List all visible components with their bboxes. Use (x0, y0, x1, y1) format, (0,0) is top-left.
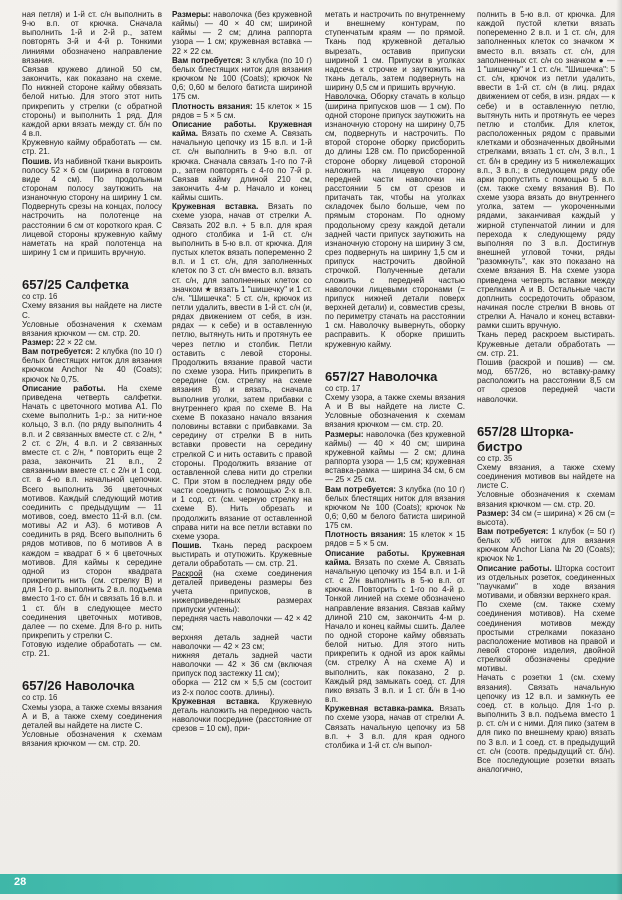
paragraph-lead: Вам потребуется: (172, 55, 243, 65)
paragraph-lead: Пошив. (172, 541, 202, 551)
paragraph: Условные обозначения к схемам вязания крючком — см. стр. 20. (22, 730, 162, 749)
list-item: нижняя деталь задней части наволочки — 42 × 36 см (включая припуск под застежку 11 см); (172, 650, 312, 679)
page-footer (0, 868, 622, 900)
paragraph-text: Шторка состоит из отдельных розеток, соединенных "паучками" в ходе вязания мотивами, и обвязки верхнего края. (477, 563, 615, 601)
paragraph (172, 120, 312, 202)
paragraph (477, 509, 615, 527)
paragraph: По схеме (см. также схему соединения мотивов). На схеме соединения мотивов между простыми стрелками показано расположение мотивов на правой и левой стороне изделия, двойной стрелкой обозначены средние мотивы. (477, 600, 615, 674)
page-number: 28 (14, 876, 27, 888)
section-title: 657/26 Наволочка (22, 678, 135, 694)
page-reference: со стр. 16 (22, 292, 58, 302)
paragraph-text: 15 клеток × 15 рядов = 5 × 5 см. (172, 101, 312, 120)
paragraph-text: 3 клубка (по 10 г) белых блестящих ниток для вязания крючком № 100 (Coats); крючок № 0,6; 0,60 м белого батиста шириной 175 см. (172, 55, 312, 102)
paragraph: метать и настрочить по внутреннему и внешнему контурам, по ступенчатым краям — по прямой. Ткань под кружевной деталью вырезать, оставив припуски шириной 1 см. Припуски в уголках надсечь к строчке и заутюжить на ткань деталь, затем подвернуть на ширину 0,5 см и пришить вручную. (325, 10, 465, 93)
paragraph-lead: Кружевная вставка. (172, 202, 259, 212)
paragraph-lead: Вам потребуется: (477, 526, 549, 536)
paragraph: Схему узора, а также схемы вязания А и В вы найдете на листе С. Условные обозначения к схемам вязания крючком — см. стр. 20. (325, 392, 465, 430)
paragraph-lead: Размер: (22, 338, 54, 347)
paragraph (172, 541, 312, 568)
paragraph-text: (на схеме соединения деталей приведены размеры без учета припусков, в нижеприведенных размерах припуски учтены): (172, 568, 312, 615)
paragraph (477, 564, 615, 601)
paragraph-lead: Кружевная вставка. (172, 696, 260, 706)
paragraph (172, 56, 312, 102)
paragraph (172, 102, 312, 120)
paragraph-text: Оборку стачать в кольцо (ширина припусков шов — 1 см). По одной стороне припуск заутюжить на изнаночную сторону на ширину 0,75 см, подвернуть и настрочить. По второй стороне оборку присборить до длины 128 см. По присборенной стороне оборку лицевой стороной наложить на лицевую сторону передней части наволочки на расстоянии 5 см от срезов и притачать так, чтобы на уголках складочек было больше, чем по прямым сторонам. По одному продольному срезу каждой детали задней части припуск заутюжить на изнаночную сторону на ширину 3 см, срез подвернуть на ширину 1,5 см и припуск настрочить двойной строчкой. Полученные детали сложить с передней частью наволочки лицевыми сторонами (= припуск нижней детали поверх верхней детали) и, совместив срезы, по периметру стачать на расстоянии 1 см. Наволочку вывернуть, оборку расправить. К оборке пришить кружевную кайму. (325, 92, 465, 349)
paragraph (172, 697, 312, 734)
paragraph: Схему вязания вы найдете на листе С. (22, 301, 162, 320)
paragraph-lead: Вам потребуется: (22, 347, 93, 357)
paragraph (172, 10, 312, 56)
paragraph (477, 527, 615, 564)
page-reference: со стр. 17 (325, 383, 361, 393)
paragraph-lead: Описание работы. Кружевная кайма. (325, 548, 465, 567)
paragraph: Начать с розетки 1 (см. схему вязания). Связать начальную цепочку из 12 в.п. и замкнуть ее соед. ст. в кольцо. Для 1-го р. выполнить 3 в.п. подъема вместо 1 р. ст. с/н и с ними. Для пико (затем в для пико по внешнему краю) вязать по 3 в.п. и 1 соед. ст. в предыдущий ст. с/н (соотв. предыдущий ст. б/н). Все последующие розетки вязать аналогично, (477, 673, 615, 775)
paragraph-lead: Пошив. (22, 156, 52, 166)
paragraph-lead: Кружевная вставка-рамка. (325, 704, 434, 714)
paragraph: Пошив (раскрой и пошив) — см. мод. 657/26, но вставку-рамку расположить на расстоянии 8,5 см от срезов передней части наволочки. (477, 357, 615, 404)
paragraph: Готовую изделие обработать — см. стр. 21. (22, 640, 162, 659)
paragraph-lead: Описание работы. (22, 383, 106, 393)
paragraph-text: 1 клубок (= 50 г) белых х/б ниток для вязания крючком Anchor Liana № 20 (Coats); крючок № 1. (477, 526, 615, 564)
paragraph-text: Вязать по схеме А. Связать начальную цепочку из 154 в.п. и 1-й ст. с 2/н выполнить в 5-ю в.п. от крючка. Повторить с 1-го по 4-й р. Тонкой линией на схеме обозначено направление вязания. Связав кайму длиной 210 см, закончить 4-м р. Начало и конец каймы сшить. Далее по одной стороне кайму обвязать белой нитью. Для этого нить прикрепить к одной из арок каймы (см. стрелку А на схеме А) и выполнить, как показано, 2 р. Каждый ряд замыкать соед. ст. Для пико вязать 3 в.п. и 1 ст. б/н в 1-ю в.п. (325, 557, 465, 705)
list-item: верхняя деталь задней части наволочки — 42 × 23 см; (172, 632, 312, 651)
paragraph-lead: Размер: (477, 508, 509, 518)
paragraph-text: Вязать по схеме узора, начав от стрелки А. Связать начальную цепочку из 58 в.п. + 3 в.п. для края одного столбика и 1-й ст. с/н выпол- (325, 704, 465, 750)
paragraph (325, 92, 465, 348)
paragraph: полнить в 5-ю в.п. от крючка. Для каждой пустой клетки вязать попеременно 2 в.п. и 1 ст. с/н, для заполненных клеток со значком ✕ вместо в.п. вязать ст. с/н, для заполненных ст. с/н со значком ● — 1 "шишечку" и 1 ст. с/н. "Шишечка": 5 ст. с/н, крючок из петли удалить, ввести в 1-й ст. с/н (в лиц. рядах движением от себя, в изн. рядах — к себе) и в оставленную петлю, вытянуть нить и протянуть ее через петлю и столбик. Для клеток, расположенных рядом с правыми клетками и обозначенных двойными стрелками, вязать 1 ст. с/н, 3 в.п., 1 ст. б/н в средину из 5 нижележащих в.п., 3 в.п.; в следующем ряду обе арки пропустить с помощью 5 в.п. (см. также схему вязания В). По схеме узора вязать до внутреннего уголка, затем — укороченными рядами, заканчивая каждый у жирной ступенчатой линии и для перехода к следующему ряду выполняя по 3 в.п. Достигнув внешней угловой точки, ряды "разомкнуть", как это показано на схеме вязания В. На схеме узора приведена четверть вставки между стрелками А и В. Остальные части доплнить сосредоточить образом, начиная после стрелки В вновь от стрелки А. Начало и конец вставки-рамки сшить вручную. (477, 10, 615, 331)
paragraph-text: наволочка (без кружевной каймы) — 40 × 40 см; шириной каймы — 2 см; длина раппорта узора — 1 см; кружевная вставка — 22 × 22 см. (172, 10, 312, 56)
paragraph-text: 3 клубка (по 10 г) белых блестящих ниток для вязания крючком № 100 (Coats); крючок № 0,6; 0,60 м белого батиста шириной 175 см. (325, 484, 465, 531)
text-column-3 (325, 10, 465, 870)
paragraph-text: Вязать по схеме А. Связать начальную цепочку из 15 в.п. и 1-й ст. с/н выполнить в 9-ю в.п. от крючка. Сначала связать 1-го по 7-й р., затем повторять с 4-го по 7-й р. Связав кайму длиной 210 см, закончить 4-м р. Начало и конец каймы сшить. (172, 129, 312, 203)
section-title: 657/25 Салфетка (22, 277, 129, 293)
paragraph (172, 569, 312, 615)
text-column-4 (477, 10, 615, 870)
paragraph-lead: Описание работы. Кружевная кайма. (172, 119, 312, 139)
paragraph (325, 485, 465, 531)
paragraph (325, 549, 465, 705)
paragraph (325, 704, 465, 750)
list-item: передняя часть наволочки — 42 × 42 см; (172, 614, 312, 633)
paragraph-lead: Вам потребуется: (325, 484, 396, 494)
paragraph-text: 15 клеток × 15 рядов = 5 × 5 см. (325, 530, 465, 549)
section-title: 657/28 Шторка-бистро (477, 423, 574, 454)
paragraph: Связав кружево длиной 50 см, закончить, как показано на схеме. По нижней стороне кайму обвязать белой нитью. Для этого этот нить прикрепить у стрелки (с обратной стороны) и выполнить 1 ряд. Для каждой арки вязать между ст. б/н по 4 в.п. (22, 64, 162, 139)
paragraph (172, 202, 312, 541)
paragraph-text: Вязать по схеме узора, начав от стрелки А. Связать 202 в.п. + 5 в.п. для края одного столбика и 1-й ст. с/н выполнить в 5-ю в.п. от крючка. Для пустых клеток вязать попеременно 2 в.п. и 1 ст. с/н, для заполненных клеток по 3 ст. с/н вместо в.п. вязать ст. с/н, для заполненных клеток со значком ★ вязать 1 "шишечку" и 1 ст. с/н. "Шишечка": 5 ст. с/н, крючок из петли удалить, ввести в 1-й ст. с/н (и, рядах движением от себя, в изн. рядах — к себе) и в оставленную петлю, вытянуть нить и протянуть ее через петлю и столбик. Петли оставить с левой стороны. Продолжить вязание правой части по схеме узора. Нить прикрепить в середине (см. стрелку на схеме вязания В) и вязать, сначала выполнив уголки, затем прибавки с внутреннего края по схеме В. На схеме В показано начало вязания половины вставки с прибавками. За середину от стрелки В в нить вставки провести на середину стрелкой С и нить оставить с правой стороны. Продолжить вязание от оставленной слева нити до стрелки С. При этом в последнем ряду обе части соединить с помощью 2-х в.п. и 1 сод. ст. (см. черную стрелку на схеме В). Нить обрезать и продолжить вязание от оставленной справа нити на все петли вставки по схеме узора. (172, 202, 312, 541)
paragraph: Условные обозначения к схемам вязания крючком — см. стр. 20. (477, 490, 615, 509)
paragraph-lead: Раскрой (172, 568, 203, 578)
paragraph: Условные обозначения к схемам вязания крючком — см. стр. 20. (22, 319, 162, 338)
paragraph (22, 384, 162, 640)
text-column-1 (22, 10, 162, 870)
paragraph-text: Из набивной ткани выкроить полосу 52 × 6 см (ширина в готовом виде 4 см). По продольным сторонам полосу заутюжить на изнаночную сторону на ширину 1 см. Подвернуть срезы на концах, полосу настрочить на полотенце на расстоянии 6 см от короткого края. С лицевой стороны кружевную кайму наметать на край полотенца на ширину 1 см и пришить вручную. (22, 156, 162, 258)
page-reference: со стр. 35 (477, 453, 513, 463)
paragraph: Схемы узора, а также схемы вязания А и В, а также схему соединения деталей вы найдете на листе С. (22, 702, 162, 730)
paragraph-lead: Размеры: (172, 10, 211, 19)
paragraph: Кружевную кайму обработать — см. стр. 21. (22, 138, 162, 157)
paragraph (325, 530, 465, 548)
paragraph-text: 22 × 22 см. (53, 338, 98, 347)
paragraph (22, 347, 162, 384)
section-title: 657/27 Наволочка (325, 368, 438, 384)
page-spine-shadow (616, 0, 622, 900)
paragraph-text: Кружевную деталь наложить на переднюю часть наволочки посредине (расстояние от срезов = 10 см), при- (172, 696, 312, 734)
paragraph-lead: Плотность вязания: (172, 101, 253, 111)
paragraph-lead: Описание работы. (477, 563, 552, 573)
page-reference: со стр. 16 (22, 693, 58, 703)
paragraph: Ткань перед раскроем выстирать. Кружевные детали обработать — см. стр. 21. (477, 330, 615, 358)
paragraph-lead: Размеры: (325, 429, 364, 439)
paragraph: ная петля) и 1-й ст. с/н выполнить в 9-ю в.п. от крючка. Сначала выполнить 1-й и 2-й р., затем повторять 3-й и 4-й р. Тонкими линиями обозначено направление вязания. (22, 10, 162, 65)
paragraph-text: наволочка (без кружевной каймы) — 40 × 40 см; ширина кружевной каймы — 2 см; длина раппорта узора — 1,5 см; кружевная вставка-рамка — ширина 34 см, 6 см — 25 × 25 см. (325, 429, 465, 485)
paragraph: Схему вязания, а также схему соединения мотивов вы найдете на листе С. (477, 462, 615, 491)
paragraph-lead: Плотность вязания: (325, 530, 406, 540)
paragraph-text: 34 см (= ширина) × 26 см (= высота). (477, 508, 615, 527)
text-column-2 (172, 10, 312, 870)
paragraph (22, 157, 162, 258)
paragraph-text: На схеме приведена четверть салфетки. Начать с цветочного мотива А1. По схеме выполнить 1-р.: за нити-ное кольцо, 3 в.п. (по ряду выполнить 4 в.п. и 2 связанных вместе ст. с 2/н, * 2 ст. с 2/н, 4 в.п. и 2 связанных вместе ст. с 2/н, * повторить еще 2 раза, закончить 21 в.п., 2 связанными вместе ст. с 2/н и 1 сод. ст. в 4-ю в.п. начальной цепочки. Всего выполнить 36 цветочных мотивов. Каждый следующий мотив соединить с предыдущим — 11 мотивов, соед. вместо 11-й в.п. (см. мотивы А2 и А3). 6 мотивов А соединить в ряд. Всего выполнить 6 рядов мотивов, по 6 мотивов А в каждом = квадрат 6 × 6 цветочных мотивов. Для каймы к середине одной из сторон квадрата прикрепить нить (см. стрелку В) и для 1-го р. выполнить 2 в.п. подъема вместо 1-го ст. б/н и связать 16 в.п. и 1 ст. б/н в следующее место соединения цветочных мотивов, далее — по схеме. Для 8-го р. нить прикрепить у стрелки С. (22, 383, 162, 640)
paragraph-lead: Наволочка. (325, 92, 368, 102)
footer-color-bar (0, 874, 622, 894)
list-item: оборка — 212 см × 5,5 см (состоит из 2-х полос соотв. длины). (172, 678, 312, 697)
paragraph-text: Ткань перед раскроем выстирать и отутюжить. Кружевные детали обработать — см. стр. 21. (172, 541, 312, 569)
paragraph (22, 338, 162, 347)
paragraph (325, 430, 465, 485)
paragraph-text: 2 клубка (по 10 г) белых блестящих ниток для вязания крючком Anchor № 40 (Coats); крючок № 0,75. (22, 347, 162, 384)
